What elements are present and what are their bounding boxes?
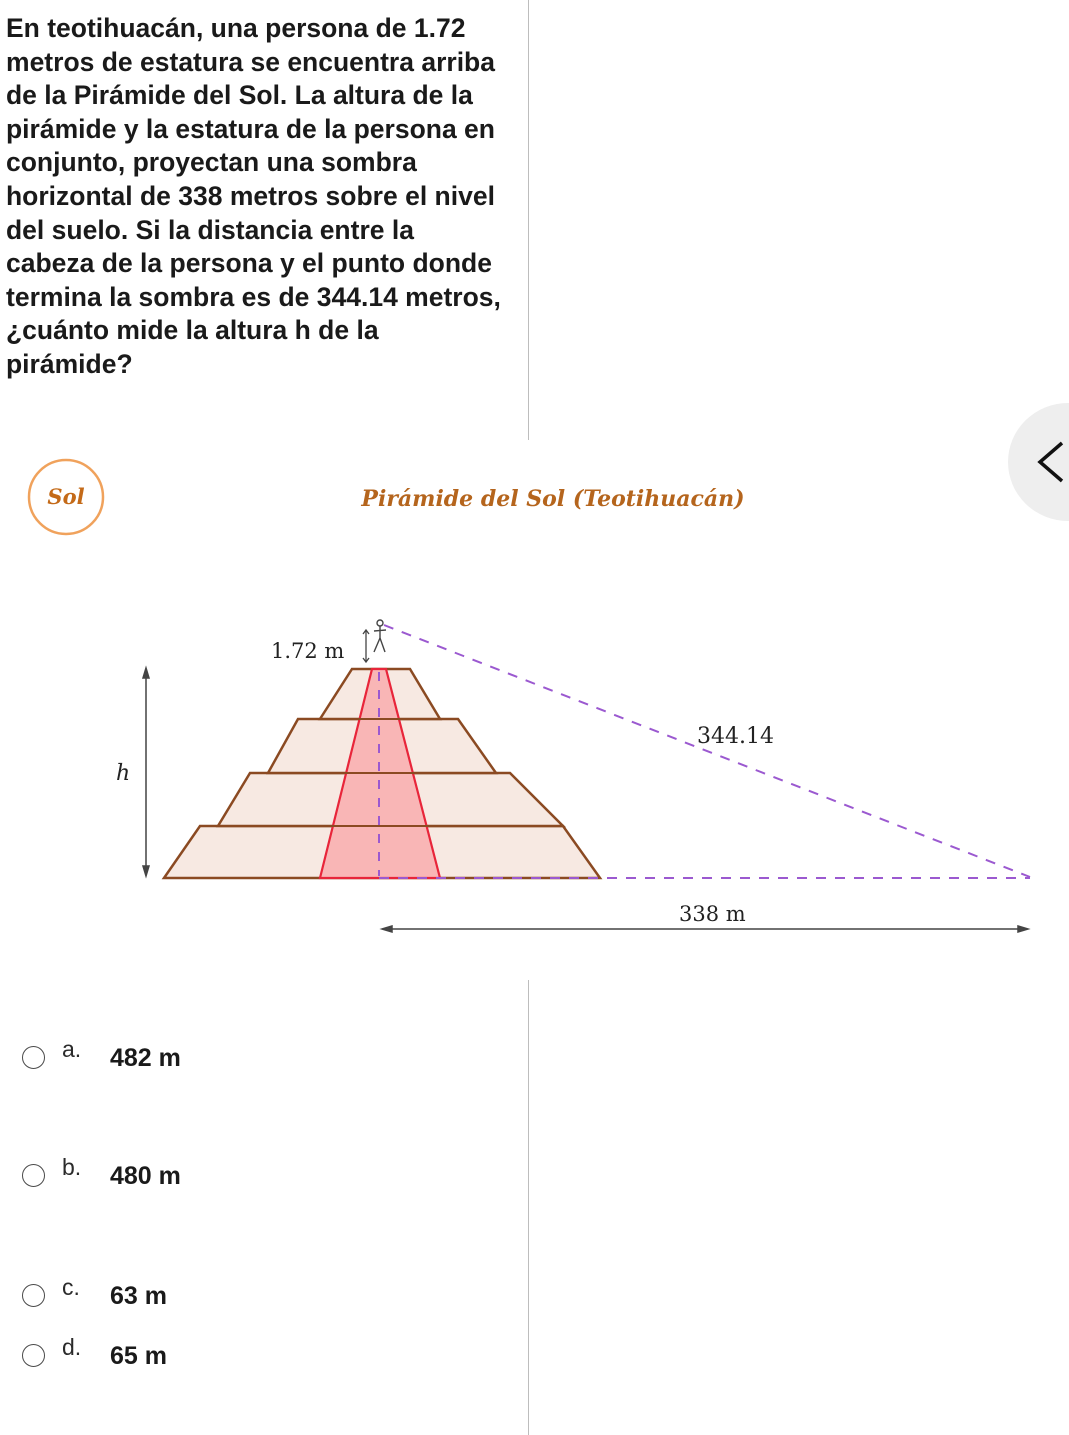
option-c-letter: c. <box>62 1274 80 1300</box>
column-divider-bottom <box>528 980 529 1435</box>
option-c-text: 63 m <box>110 1282 167 1310</box>
hypotenuse-label: 344.14 <box>697 724 774 749</box>
question-text: En teotihuacán, una persona de 1.72 metros de estatura se encuentra arriba de la Pirámide del Sol. La altura de la pirámide y la estatura de la persona en conjunto, proyectan una sombra horizontal de 338 metros sobre el nivel del suelo. Si la distancia entre la cabeza de la persona y el punto donde termina la sombra es de 344.14 metros, ¿cuánto mide la altura h de la pirámide? <box>6 13 501 379</box>
shadow-label: 338 m <box>679 902 746 926</box>
shadow-arrow <box>382 926 1028 932</box>
option-d-letter: d. <box>62 1334 82 1360</box>
sun-label: Sol <box>47 484 85 509</box>
diagram-title: Pirámide del Sol (Teotihuacán) <box>361 486 745 512</box>
option-b-text: 480 m <box>110 1162 181 1190</box>
person-height-label: 1.72 m <box>271 639 345 663</box>
height-label: h <box>116 761 131 786</box>
option-a-letter: a. <box>62 1036 82 1062</box>
option-a-text: 482 m <box>110 1044 181 1072</box>
radio-d[interactable] <box>22 1344 45 1367</box>
height-arrow <box>143 668 149 876</box>
option-b-letter: b. <box>62 1154 82 1180</box>
option-d-text: 65 m <box>110 1342 167 1370</box>
radio-c[interactable] <box>22 1284 45 1307</box>
column-divider-top <box>528 0 529 440</box>
radio-b[interactable] <box>22 1164 45 1187</box>
pyramid-diagram <box>0 440 1069 960</box>
radio-a[interactable] <box>22 1046 45 1069</box>
